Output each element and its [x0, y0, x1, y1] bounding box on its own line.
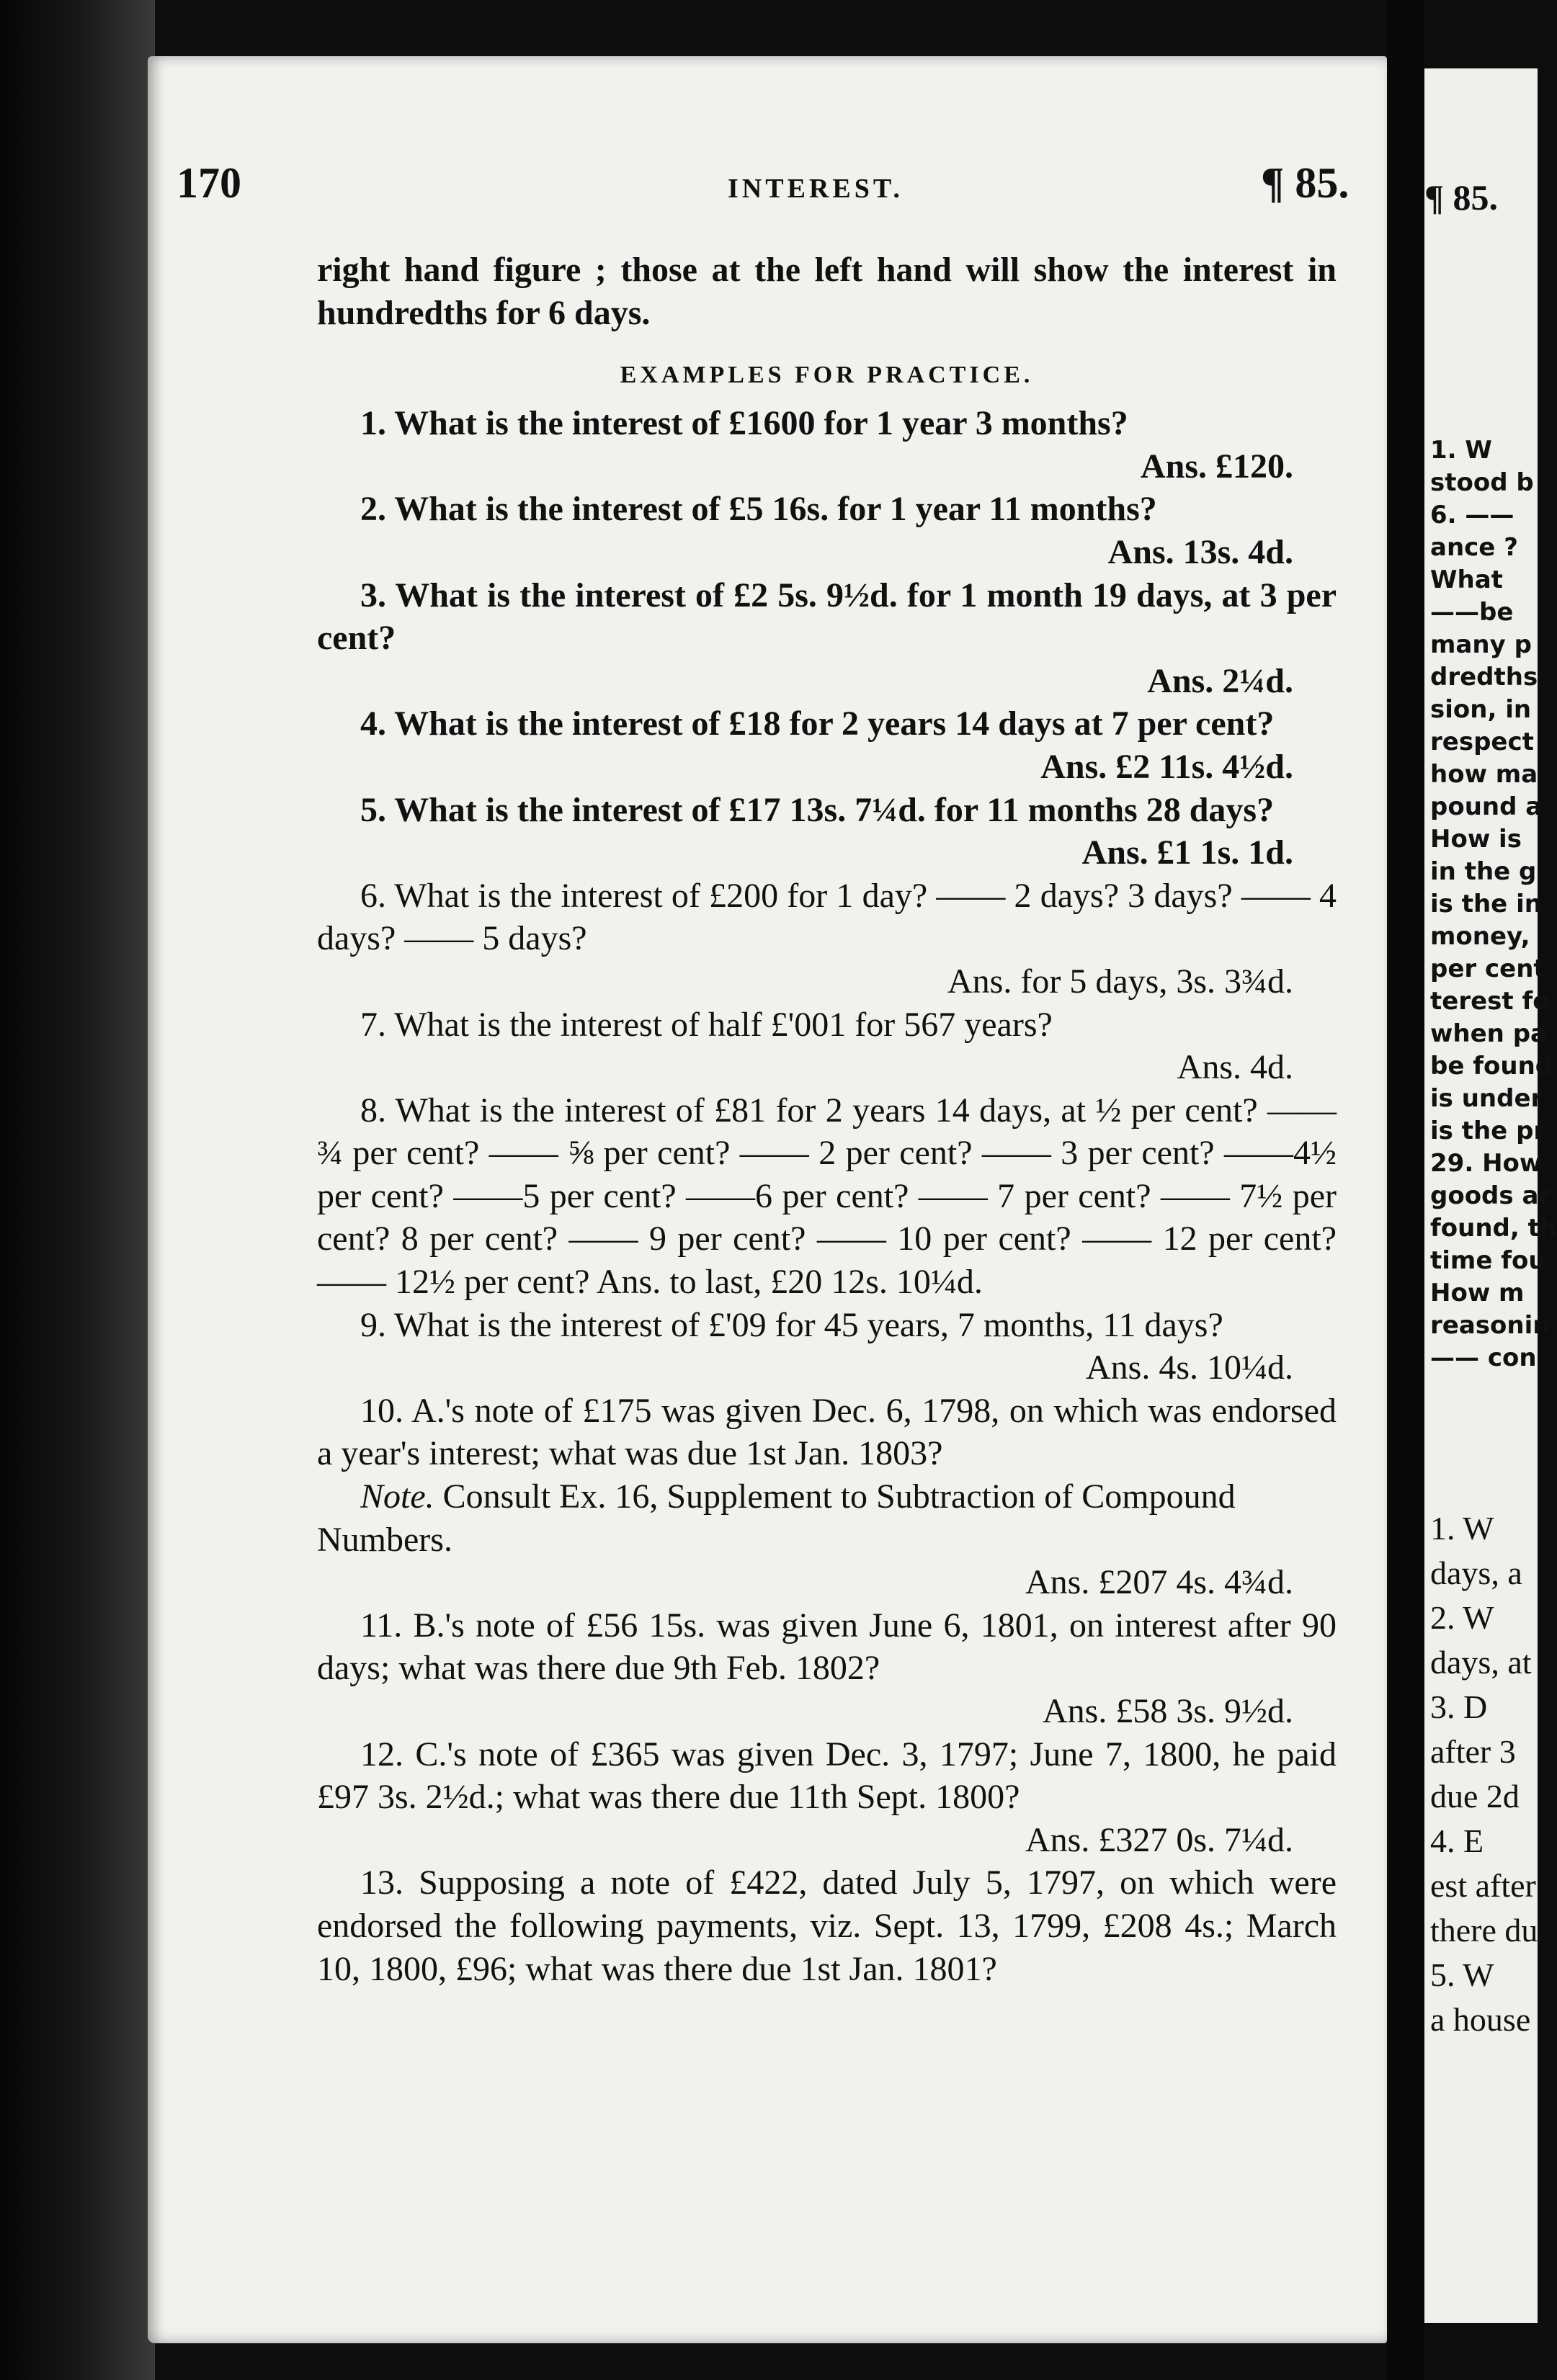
example-5: 5. What is the interest of £17 13s. 7¼d. for 11 months 28 days? [360, 790, 1275, 829]
facing-line: How m [1430, 1279, 1525, 1307]
facing-line: What [1430, 565, 1503, 594]
facing-line: 6. —— [1430, 501, 1514, 529]
facing-line: after 3 [1430, 1733, 1516, 1770]
facing-line: is under [1430, 1084, 1543, 1113]
facing-line: reasonin [1430, 1311, 1551, 1340]
example-10: 10. A.'s note of £175 was given Dec. 6, 1798, on which was endorsed a year's interest; what was due 1st Jan. 1803? [317, 1391, 1337, 1473]
facing-line: 1. W [1430, 1510, 1494, 1547]
facing-line: 4. E [1430, 1822, 1484, 1859]
facing-line: 5. W [1430, 1956, 1494, 1993]
facing-line: how ma [1430, 760, 1538, 789]
facing-line: found, th [1430, 1214, 1557, 1243]
facing-line: sion, in [1430, 695, 1532, 724]
intro-paragraph: right hand figure ; those at the left hand will show the interest in hundredths for 6 days. [317, 251, 1337, 332]
facing-line: is the in [1430, 890, 1542, 918]
facing-line: stood b [1430, 468, 1534, 497]
facing-line: —— con [1430, 1343, 1537, 1372]
facing-line: due 2d [1430, 1778, 1520, 1815]
running-title: INTEREST. [728, 174, 904, 204]
answer-3: Ans. 2¼d. [1147, 661, 1293, 700]
facing-line: dredths [1430, 663, 1538, 692]
page-number: 170 [177, 159, 241, 207]
facing-line: be found [1430, 1052, 1553, 1081]
example-4: 4. What is the interest of £18 for 2 years 14 days at 7 per cent? [360, 704, 1275, 743]
facing-line: ——be [1430, 598, 1514, 627]
note-text: Consult Ex. 16, Supplement to Subtraction of Compound Numbers. [317, 1477, 1236, 1559]
facing-line: many p [1430, 630, 1532, 659]
facing-line: ance ? [1430, 533, 1518, 562]
book-binding [0, 0, 155, 2380]
facing-line: days, at [1430, 1644, 1532, 1681]
facing-line: time fou [1430, 1246, 1546, 1275]
facing-line: goods ar [1430, 1181, 1551, 1210]
section-heading: EXAMPLES FOR PRACTICE. [620, 362, 1034, 389]
facing-line: 3. D [1430, 1688, 1488, 1725]
facing-line: money, [1430, 922, 1530, 951]
answer-10: Ans. £207 4s. 4¾d. [1025, 1563, 1293, 1602]
section-mark: ¶ 85. [1261, 159, 1349, 207]
facing-line: 2. W [1430, 1599, 1494, 1636]
answer-9: Ans. 4s. 10¼d. [1085, 1348, 1293, 1387]
facing-line: respect [1430, 728, 1534, 756]
example-13: 13. Supposing a note of £422, dated July 5, 1797, on which were endorsed the following payments, viz. Sept. 13, 1799, £208 4s.; March 10, 1800, £96; what was there due 1st Jan. 1801? [317, 1864, 1337, 1988]
answer-5: Ans. £1 1s. 1d. [1081, 833, 1293, 872]
answer-4: Ans. £2 11s. 4½d. [1040, 747, 1293, 786]
note-label: Note. [360, 1477, 434, 1516]
example-7: 7. What is the interest of half £'001 for 567 years? [360, 1005, 1053, 1044]
answer-11: Ans. £58 3s. 9½d. [1042, 1692, 1293, 1730]
page-gutter [1387, 0, 1424, 2380]
example-11: 11. B.'s note of £56 15s. was given June 6, 1801, on interest after 90 days; what was there due 9th Feb. 1802? [317, 1606, 1337, 1688]
answer-2: Ans. 13s. 4d. [1107, 532, 1293, 571]
facing-line: in the g [1430, 857, 1537, 886]
facing-page [1424, 68, 1557, 2323]
facing-header: ¶ 85. [1424, 177, 1499, 218]
facing-line: How is [1430, 825, 1522, 854]
facing-line: terest fo [1430, 987, 1550, 1016]
page-body [317, 249, 1337, 1990]
example-6: 6. What is the interest of £200 for 1 day? —— 2 days? 3 days? —— 4 days? —— 5 days? [317, 876, 1337, 958]
answer-12: Ans. £327 0s. 7¼d. [1025, 1820, 1293, 1859]
example-3: 3. What is the interest of £2 5s. 9½d. for 1 month 19 days, at 3 per cent? [317, 576, 1337, 658]
example-9: 9. What is the interest of £'09 for 45 years, 7 months, 11 days? [360, 1305, 1223, 1344]
facing-line: days, a [1430, 1554, 1522, 1591]
example-2: 2. What is the interest of £5 16s. for 1 year 11 months? [360, 490, 1157, 529]
facing-line: is the pr [1430, 1117, 1546, 1145]
facing-line: 29. How [1430, 1149, 1543, 1178]
facing-line: est after [1430, 1867, 1536, 1904]
example-12: 12. C.'s note of £365 was given Dec. 3, 1797; June 7, 1800, he paid £97 3s. 2½d.; what was there due 11th Sept. 1800? [317, 1735, 1337, 1817]
facing-line: pound a [1430, 792, 1543, 821]
facing-line: when pa [1430, 1019, 1547, 1048]
answer-7: Ans. 4d. [1177, 1048, 1293, 1087]
facing-line: per cent [1430, 954, 1545, 983]
example-8: 8. What is the interest of £81 for 2 years 14 days, at ½ per cent? —— ¾ per cent? —— ⅝ per cent? —— 2 per cent? —— 3 per cent? ——4½ per cent? ——5 per cent? ——6 per cent? —— 7 per cent? —— 7½ per cent? 8 per cent? —— 9 per cent? —— 10 per cent? —— 12 per cent? —— 12½ per cent? Ans. to last, £20 12s. 10¼d. [317, 1091, 1337, 1302]
answer-6: Ans. for 5 days, 3s. 3¾d. [947, 962, 1293, 1001]
answer-1: Ans. £120. [1140, 447, 1293, 486]
facing-line: there du [1430, 1912, 1538, 1949]
example-1: 1. What is the interest of £1600 for 1 year 3 months? [360, 404, 1128, 443]
facing-line: a house [1430, 2001, 1531, 2038]
facing-line: 1. W [1430, 436, 1492, 465]
note-paragraph [317, 1475, 1337, 1561]
